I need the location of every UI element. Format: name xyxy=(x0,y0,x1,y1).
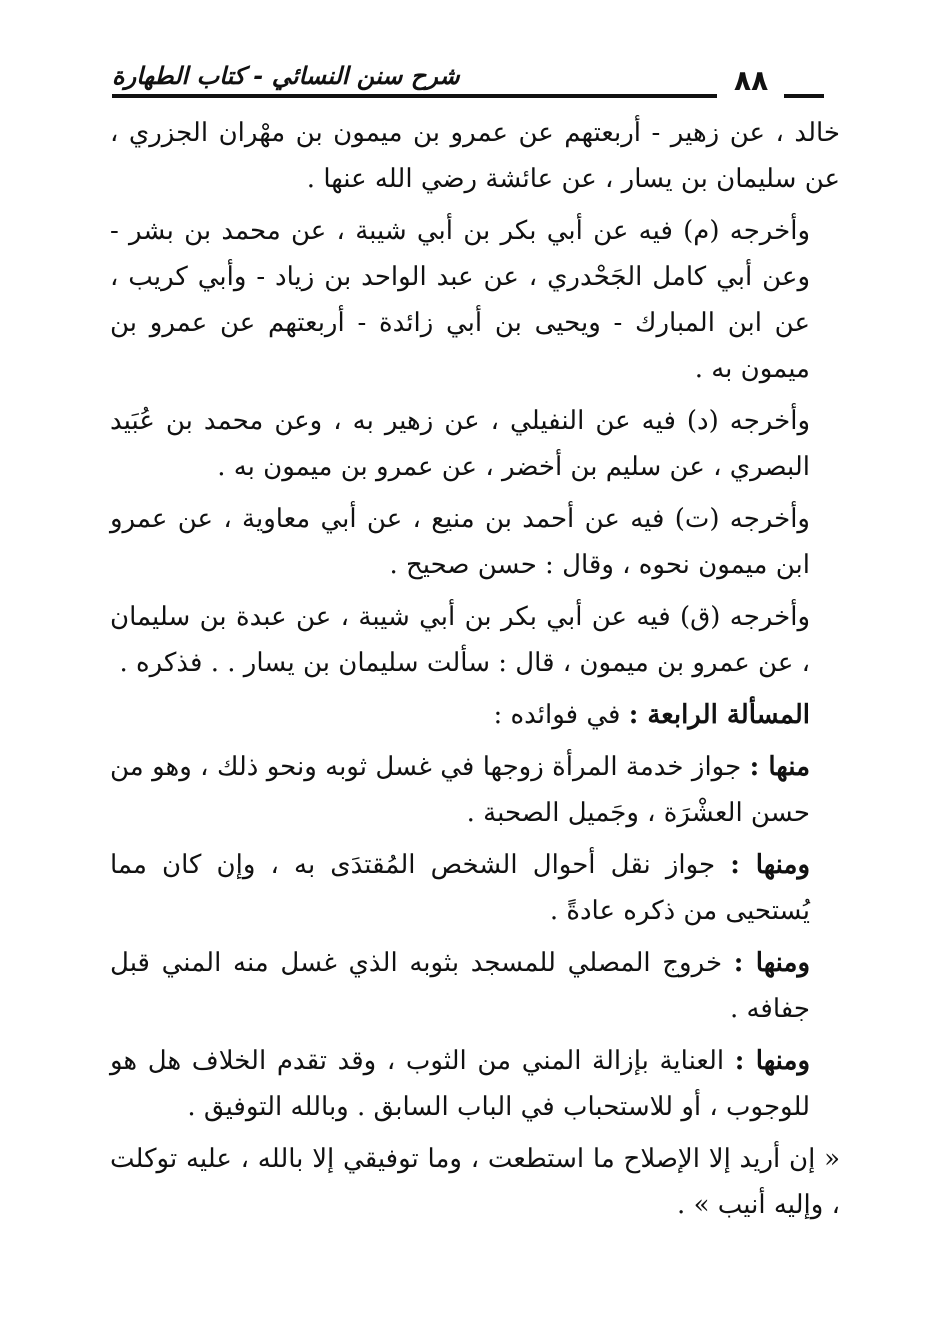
paragraph-text: العناية بإزالة المني من الثوب ، وقد تقدم الخلاف هل هو للوجوب ، أو للاستحباب في الباب السابق . وبالله التوفيق . xyxy=(110,1046,810,1122)
page-header xyxy=(112,58,824,98)
paragraph xyxy=(110,110,840,202)
paragraph xyxy=(110,398,840,490)
paragraph xyxy=(110,208,840,392)
paragraph-text: وأخرجه (ق) فيه عن أبي بكر بن أبي شيبة ، عن عبدة بن سليمان ، عن عمرو بن ميمون ، قال : سألت سليمان بن يسار . . فذكره . xyxy=(110,602,810,678)
paragraph xyxy=(110,744,840,836)
paragraph-text: خالد ، عن زهير - أربعتهم عن عمرو بن ميمون بن مهْران الجزري ، عن سليمان بن يسار ، عن عائشة رضي الله عنها . xyxy=(110,118,840,194)
paragraph-text: « إن أريد إلا الإصلاح ما استطعت ، وما توفيقي إلا بالله ، عليه توكلت ، وإليه أنيب » . xyxy=(110,1144,840,1220)
paragraph-text: جواز خدمة المرأة زوجها في غسل ثوبه ونحو ذلك ، وهو من حسن العشْرَة ، وجَميل الصحبة . xyxy=(110,752,810,828)
paragraph-lead: ومنها : xyxy=(730,850,811,880)
section-heading xyxy=(110,692,840,738)
paragraph xyxy=(110,842,840,934)
paragraph-text: وأخرجه (د) فيه عن النفيلي ، عن زهير به ، وعن محمد بن عُبَيد البصري ، عن سليم بن أخضر ، عن عمرو بن ميمون به . xyxy=(110,406,810,482)
paragraph-lead: ومنها : xyxy=(733,948,811,978)
running-title: شرح سنن النسائي - كتاب الطهارة xyxy=(112,62,460,90)
paragraph xyxy=(110,496,840,588)
section-heading-text: في فوائده : xyxy=(493,700,621,730)
paragraph-text: خروج المصلي للمسجد بثوبه الذي غسل منه المني قبل جفافه . xyxy=(110,948,810,1024)
closing-quote xyxy=(110,1136,840,1228)
paragraph-text: جواز نقل أحوال الشخص المُقتدَى به ، وإن كان مما يُستحيى من ذكره عادةً . xyxy=(110,850,810,926)
paragraph xyxy=(110,1038,840,1130)
header-rule xyxy=(112,94,717,98)
paragraph xyxy=(110,594,840,686)
section-heading-lead: المسألة الرابعة : xyxy=(628,700,810,730)
paragraph-text: وأخرجه (م) فيه عن أبي بكر بن أبي شيبة ، عن محمد بن بشر - وعن أبي كامل الجَحْدري ، عن عبد الواحد بن زياد - وأبي كريب ، عن ابن المبارك - ويحيى بن أبي زائدة - أربعتهم عن عمرو بن ميمون به . xyxy=(110,216,810,384)
page-body xyxy=(110,110,840,1234)
paragraph-lead: ومنها : xyxy=(734,1046,811,1076)
paragraph-text: وأخرجه (ت) فيه عن أحمد بن منيع ، عن أبي معاوية ، عن عمرو ابن ميمون نحوه ، وقال : حسن صحيح . xyxy=(110,504,810,580)
page-number-rule xyxy=(784,94,824,98)
paragraph-lead: منها : xyxy=(749,752,811,782)
paragraph xyxy=(110,940,840,1032)
page-number: ٨٨ xyxy=(734,64,769,97)
